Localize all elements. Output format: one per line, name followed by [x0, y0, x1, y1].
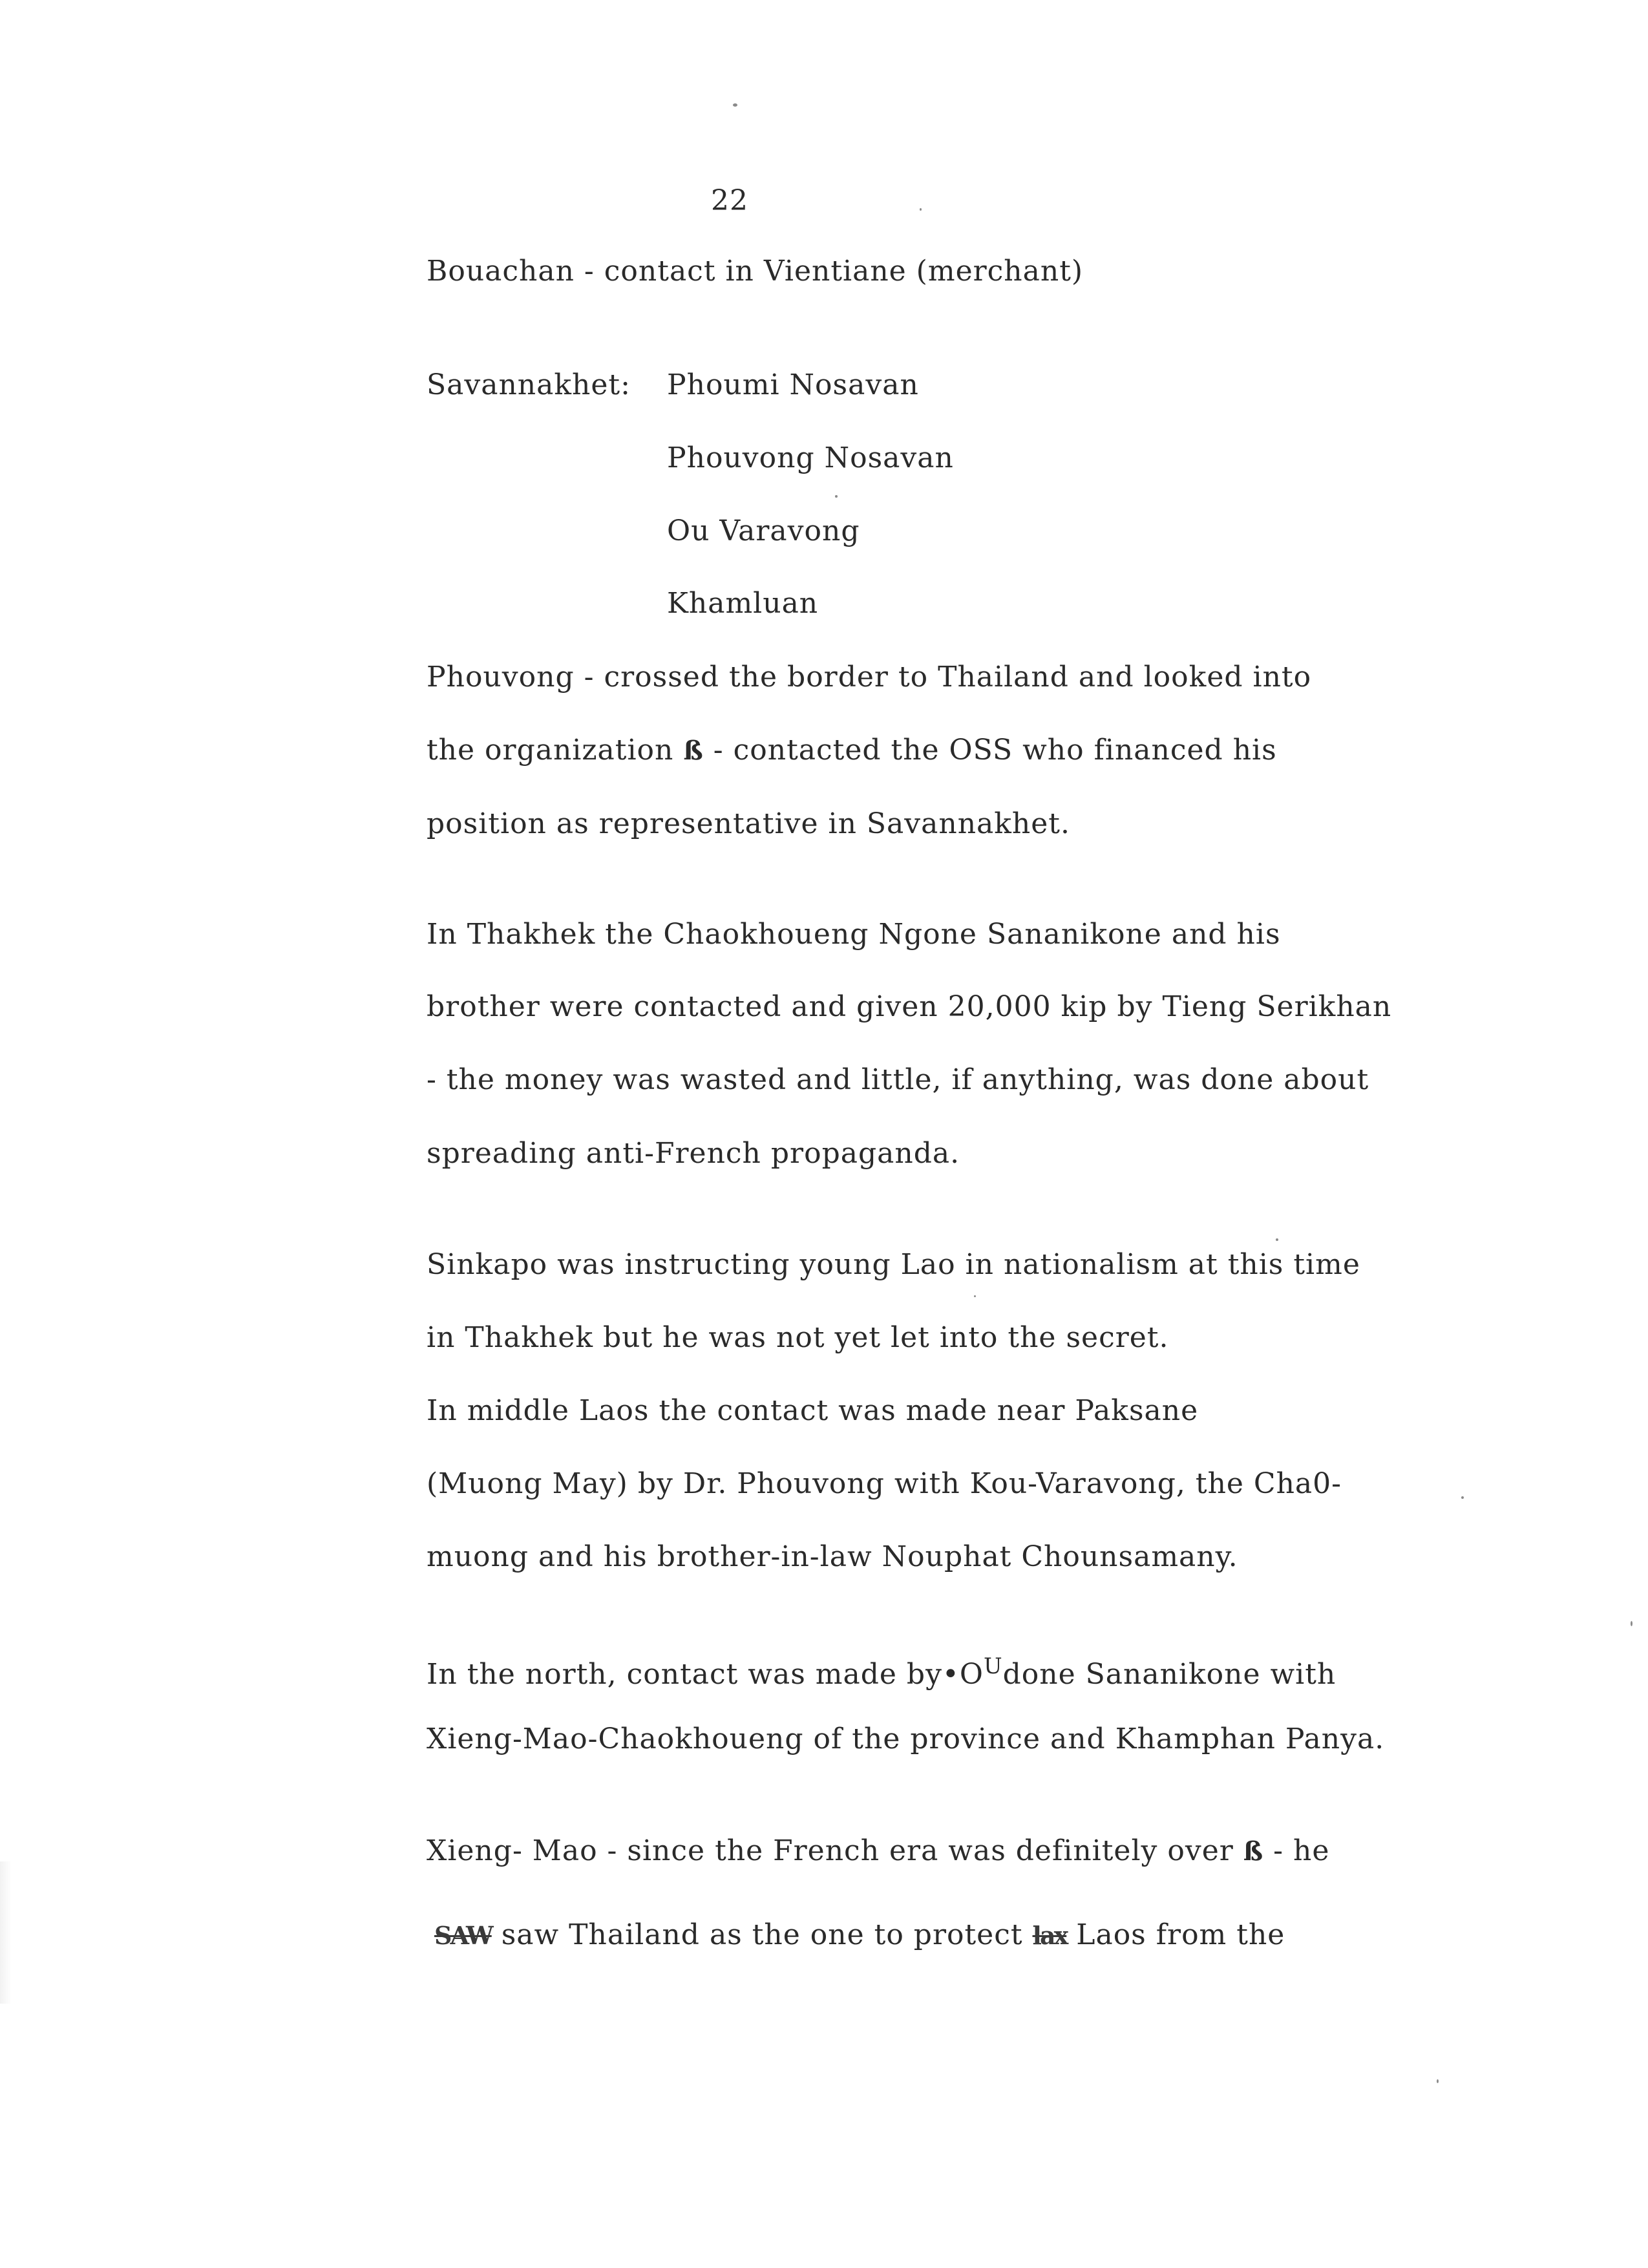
superscript-correction: U — [983, 1653, 1003, 1679]
text-segment: - he — [1263, 1834, 1330, 1867]
text-line: Phouvong - crossed the border to Thailand and looked into — [427, 661, 1312, 694]
text-segment: - contacted the OSS who financed his — [703, 734, 1277, 767]
text-line: position as representative in Savannakhet. — [427, 807, 1070, 840]
scan-speck — [1276, 1238, 1278, 1241]
text-line: muong and his brother-in-law Nouphat Chounsamany. — [427, 1540, 1238, 1573]
scan-speck — [1461, 1496, 1464, 1499]
contact-name: Phoumi Nosavan — [667, 368, 919, 401]
text-line: Sinkapo was instructing young Lao in nationalism at this time — [427, 1248, 1360, 1281]
text-line — [427, 1648, 1336, 1693]
typewriter-overstrike-mark: ß — [1243, 1836, 1264, 1867]
text-line — [427, 732, 1277, 769]
contact-name: Phouvong Nosavan — [667, 441, 954, 474]
struck-out-text: lax — [1032, 1921, 1067, 1950]
text-line — [434, 1917, 1285, 1954]
text-line: brother were contacted and given 20,000 kip by Tieng Serikhan — [427, 990, 1392, 1023]
text-line: in Thakhek but he was not yet let into the secret. — [427, 1321, 1169, 1354]
struck-out-text: SAW — [434, 1921, 492, 1950]
scan-speck — [974, 1295, 976, 1297]
scan-speck — [835, 495, 838, 498]
savannakhet-label: Savannakhet: — [427, 368, 631, 401]
text-line: spreading anti-French propaganda. — [427, 1137, 960, 1170]
text-segment: Laos from the — [1066, 1918, 1285, 1951]
text-line: Xieng-Mao-Chaokhoueng of the province and Khamphan Panya. — [427, 1722, 1385, 1755]
scan-speck — [1437, 2079, 1439, 2083]
text-segment: done Sananikone with — [1002, 1658, 1336, 1691]
text-line — [427, 1833, 1329, 1870]
text-line: In Thakhek the Chaokhoueng Ngone Sananikone and his — [427, 918, 1281, 951]
typewriter-overstrike-mark: ß — [683, 736, 704, 766]
savannakhet-row — [427, 367, 919, 403]
text-segment: the organization — [427, 734, 674, 767]
text-segment: saw Thailand as the one to protect — [491, 1918, 1033, 1951]
text-segment: In the north, contact was made by•O — [427, 1658, 984, 1691]
contact-name: Khamluan — [667, 587, 819, 620]
scan-speck — [1631, 1621, 1632, 1626]
text-segment: Xieng- Mao - since the French era was definitely over — [427, 1834, 1243, 1867]
scan-speck — [920, 208, 922, 211]
scan-edge-shadow — [0, 1861, 12, 2004]
text-line: (Muong May) by Dr. Phouvong with Kou-Varavong, the Cha0- — [427, 1467, 1342, 1500]
scan-speck — [733, 103, 737, 107]
text-line: Bouachan - contact in Vientiane (merchant) — [427, 255, 1084, 288]
text-line: In middle Laos the contact was made near Paksane — [427, 1394, 1199, 1427]
page-number: 22 — [711, 184, 748, 217]
text-line: - the money was wasted and little, if anything, was done about — [427, 1063, 1369, 1096]
contact-name: Ou Varavong — [667, 514, 860, 547]
